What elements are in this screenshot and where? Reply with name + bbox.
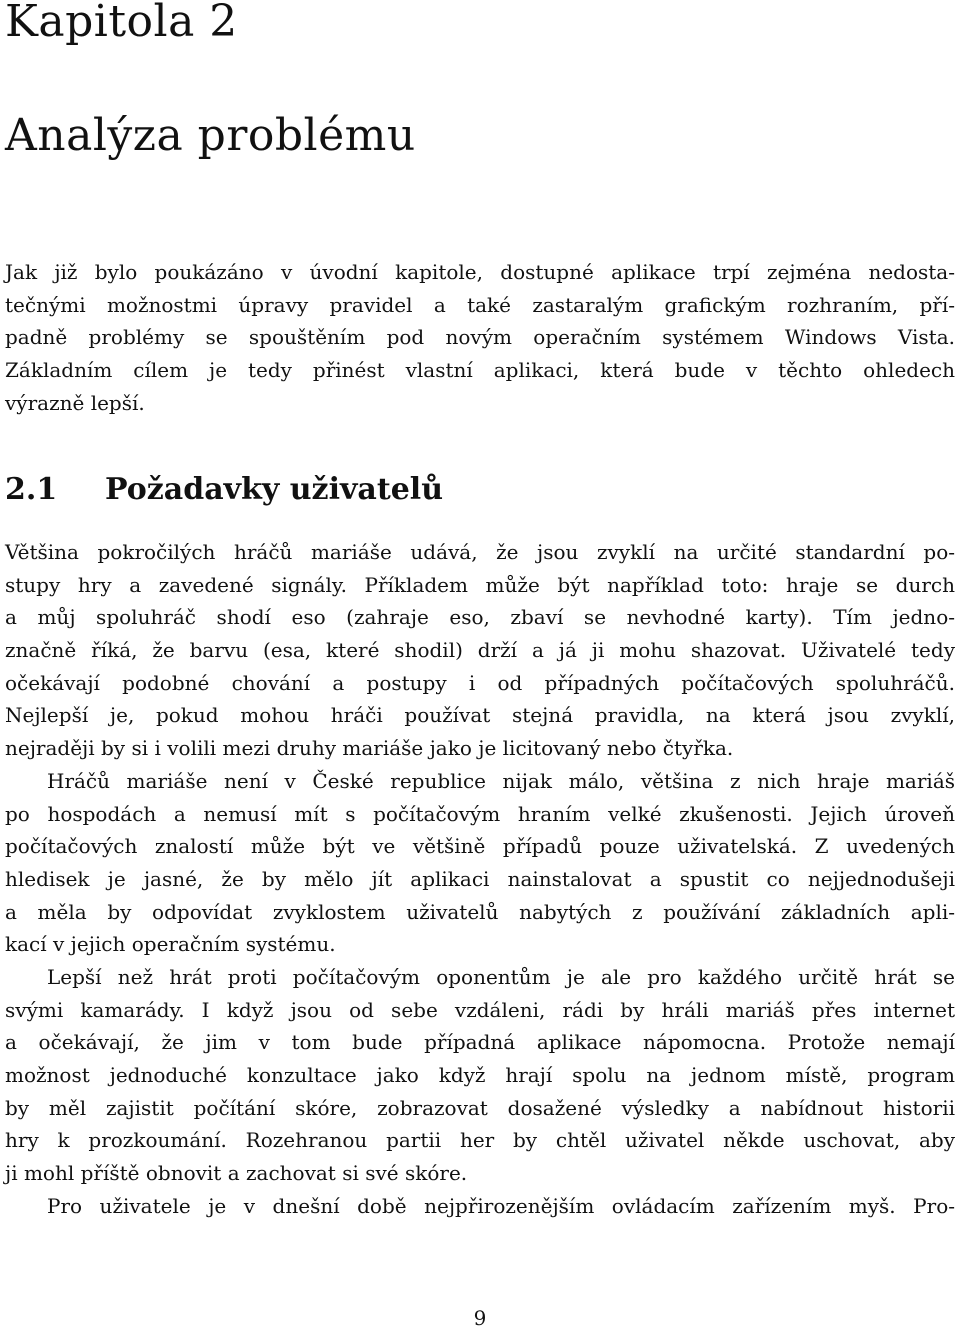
text-line: by měl zajistit počítání skóre, zobrazovat dosažené výsledky a nabídnout historii (5, 1095, 955, 1120)
paragraph (5, 1190, 955, 1223)
text-line: Hráčů mariáše není v České republice nijak málo, většina z nich hraje mariáš (47, 768, 955, 793)
paragraph (5, 961, 955, 1190)
intro-paragraph (5, 256, 955, 419)
text-line: Jak již bylo poukázáno v úvodní kapitole, dostupné aplikace trpí zejména nedosta- (5, 260, 955, 284)
text-line: Základním cílem je tedy přinést vlastní aplikaci, která bude v těchto ohledech (5, 358, 955, 383)
text-line: očekávají podobné chování a postupy i od případných počítačových spoluhráčů. (5, 670, 955, 695)
text-line: tečnými možnostmi úpravy pravidel a také zastaralým grafickým rozhraním, pří- (5, 292, 955, 317)
section-number: 2.1 (5, 472, 58, 507)
text-line: Pro uživatele je v dnešní době nejpřirozenějším ovládacím zařízením myš. Pro- (47, 1193, 955, 1218)
page-number: 9 (473, 1306, 487, 1330)
text-line: a očekávají, že jim v tom bude případná aplikace nápomocna. Protože nemají (5, 1030, 955, 1055)
section-body (5, 536, 955, 1222)
text-line: výrazně lepší. (5, 390, 145, 415)
text-line: nejraději by si i volili mezi druhy mariáše jako je licitovaný nebo čtyřka. (5, 736, 734, 761)
text-line: padně problémy se spouštěním pod novým operačním systémem Windows Vista. (5, 325, 955, 350)
text-line: Většina pokročilých hráčů mariáše udává, že jsou zvyklí na určité standardní po- (5, 540, 955, 564)
text-line: kací v jejich operačním systému. (5, 932, 336, 957)
document-page (5, 0, 955, 1332)
text-line: počítačových znalostí může být ve většině případů pouze uživatelská. Z uvedených (5, 834, 955, 859)
section-title: Požadavky uživatelů (105, 472, 444, 507)
text-line: Lepší než hrát proti počítačovým oponentům je ale pro každého určitě hrát se (47, 964, 955, 989)
paragraph (5, 536, 955, 765)
text-line: svými kamarády. I když jsou od sebe vzdáleni, rádi by hráli mariáš přes internet (5, 997, 955, 1022)
text-line: možnost jednoduché konzultace jako když hrají spolu na jednom místě, program (5, 1063, 955, 1087)
text-line: stupy hry a zavedené signály. Příkladem může být například toto: hraje se durch (5, 572, 955, 597)
text-line: hledisek je jasné, že by mělo jít aplikaci nainstalovat a spustit co nejjednodušeji (5, 866, 955, 891)
text-line: hry k prozkoumání. Rozehranou partii her by chtěl uživatel někde uschovat, aby (5, 1128, 955, 1153)
text-line: ji mohl příště obnovit a zachovat si své skóre. (5, 1161, 468, 1186)
paragraph (5, 765, 955, 961)
text-line: a měla by odpovídat zvyklostem uživatelů nabytých z používání základních apli- (5, 899, 955, 924)
text-line: značně říká, že barvu (esa, které shodil) drží a já ji mohu shazovat. Uživatelé tedy (5, 638, 955, 663)
text-line: po hospodách a nemusí mít s počítačovým hraním velké zkušenosti. Jejich úroveň (5, 801, 955, 826)
chapter-title: Analýza problému (5, 110, 416, 161)
section-heading (5, 470, 443, 510)
chapter-label: Kapitola 2 (5, 0, 238, 47)
text-line: Nejlepší je, pokud mohou hráči používat stejná pravidla, na která jsou zvyklí, (5, 703, 955, 728)
text-line: a můj spoluhráč shodí eso (zahraje eso, zbaví se nevhodné karty). Tím jedno- (5, 605, 955, 630)
